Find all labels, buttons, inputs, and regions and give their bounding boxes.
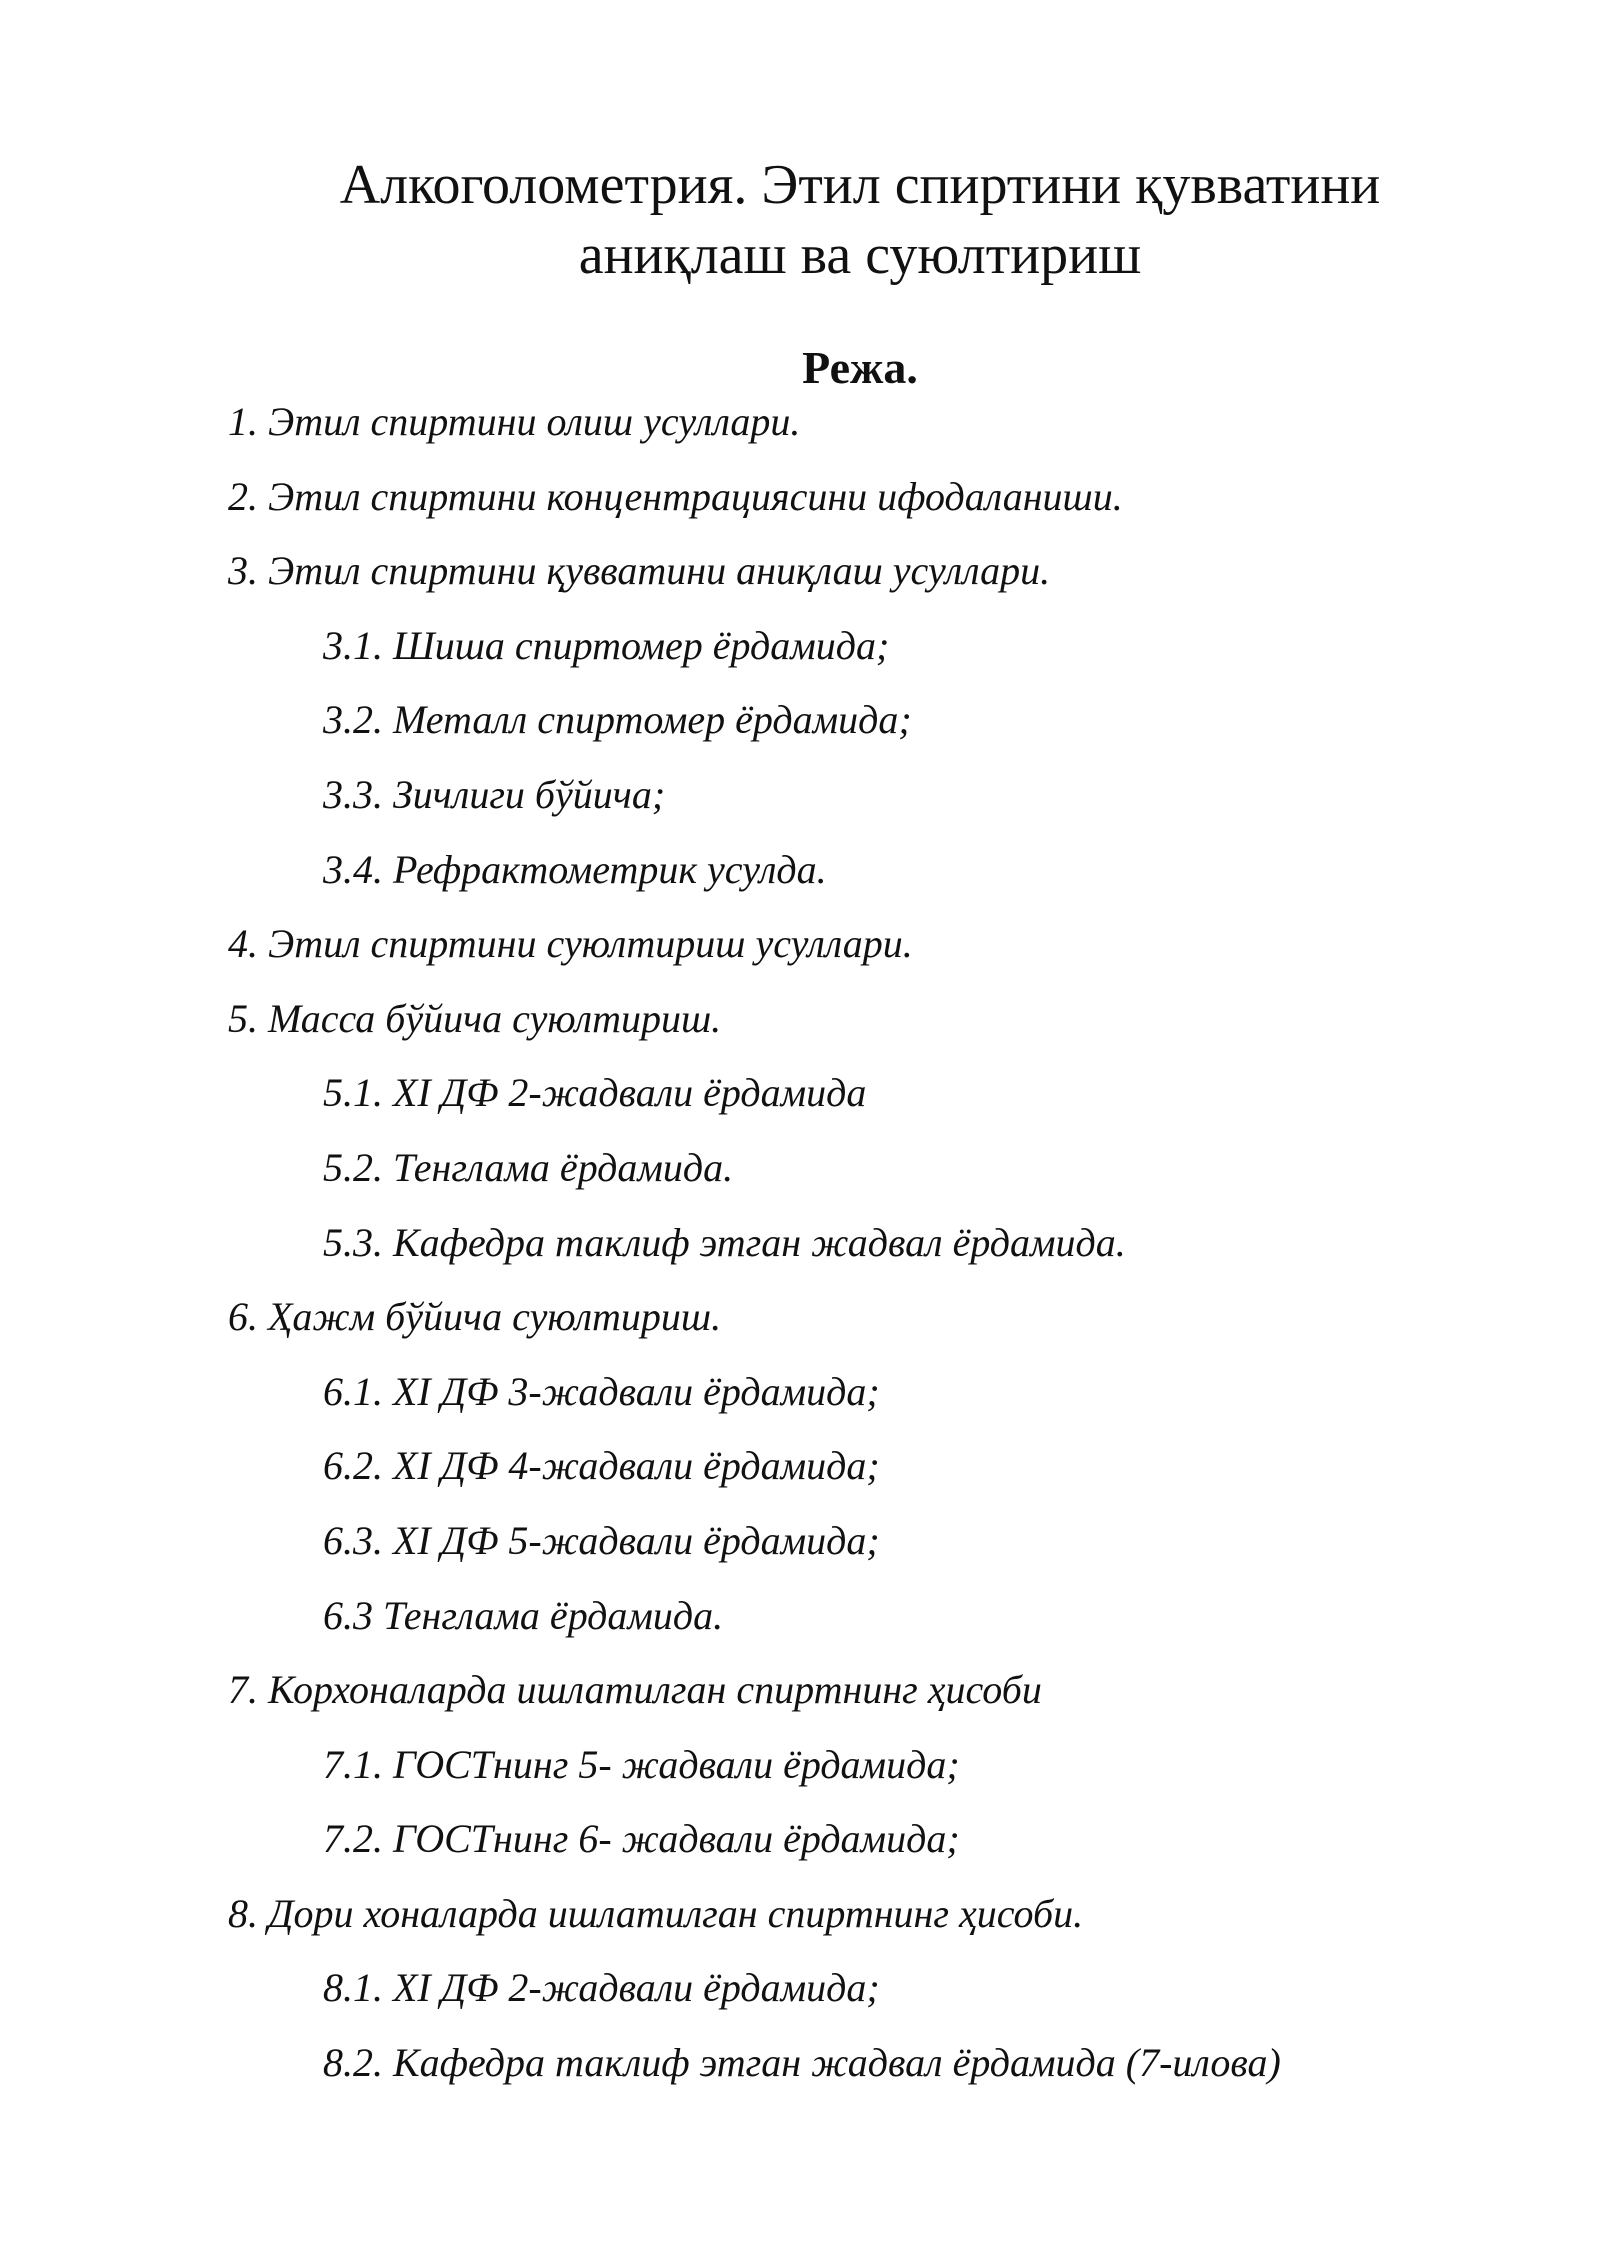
document-title-line-2: аниқлаш ва суюлтириш bbox=[578, 224, 1142, 286]
plan-subitem: 3.4. Рефрактометрик усулда. bbox=[323, 846, 827, 892]
plan-subitem: 6.2. XI ДФ 4-жадвали ёрдамида; bbox=[323, 1443, 880, 1489]
plan-subitem: 5.3. Кафедра таклиф этган жадвал ёрдамида. bbox=[323, 1219, 1126, 1265]
plan-subitem: 3.3. Зичлиги бўйича; bbox=[323, 771, 666, 817]
plan-subitem: 5.1. XI ДФ 2-жадвали ёрдамида bbox=[323, 1070, 867, 1116]
plan-list bbox=[0, 392, 1600, 2108]
plan-subitem: 6.3. XI ДФ 5-жадвали ёрдамида; bbox=[323, 1517, 880, 1563]
plan-heading: Режа. bbox=[802, 342, 918, 393]
plan-subitem: 7.2. ГОСТнинг 6- жадвали ёрдамида; bbox=[323, 1816, 960, 1862]
plan-subitem: 7.1. ГОСТнинг 5- жадвали ёрдамида; bbox=[323, 1741, 960, 1787]
document-title bbox=[230, 150, 1490, 290]
document-title-line-1: Алкоголометрия. Этил спиртини қувватини bbox=[339, 154, 1381, 216]
plan-subitem: 3.1. Шиша спиртомер ёрдамида; bbox=[323, 622, 890, 668]
plan-subitem: 6.1. XI ДФ 3-жадвали ёрдамида; bbox=[323, 1368, 880, 1414]
plan-item: 7. Корхоналарда ишлатилган спиртнинг ҳисоби bbox=[228, 1667, 1042, 1713]
plan-item: 3. Этил спиртини қувватини аниқлаш усуллари. bbox=[228, 548, 1051, 594]
plan-item: 6. Ҳажм бўйича суюлтириш. bbox=[228, 1294, 722, 1340]
plan-item: 1. Этил спиртини олиш усуллари. bbox=[228, 399, 801, 444]
plan-subitem: 8.1. XI ДФ 2-жадвали ёрдамида; bbox=[323, 1965, 880, 2011]
plan-item: 5. Масса бўйича суюлтириш. bbox=[228, 995, 722, 1041]
plan-subitem: 6.3 Тенглама ёрдамида. bbox=[323, 1592, 724, 1638]
plan-subitem: 8.2. Кафедра таклиф этган жадвал ёрдамида (7-илова) bbox=[323, 2040, 1281, 2086]
plan-item: 2. Этил спиртини концентрациясини ифодаланиши. bbox=[228, 473, 1123, 519]
plan-subitem: 3.2. Металл спиртомер ёрдамида; bbox=[323, 697, 912, 743]
plan-item: 8. Дори хоналарда ишлатилган спиртнинг ҳисоби. bbox=[228, 1890, 1084, 1936]
plan-item: 4. Этил спиртини суюлтириш усуллари. bbox=[228, 921, 913, 967]
plan-subitem: 5.2. Тенглама ёрдамида. bbox=[323, 1144, 734, 1190]
